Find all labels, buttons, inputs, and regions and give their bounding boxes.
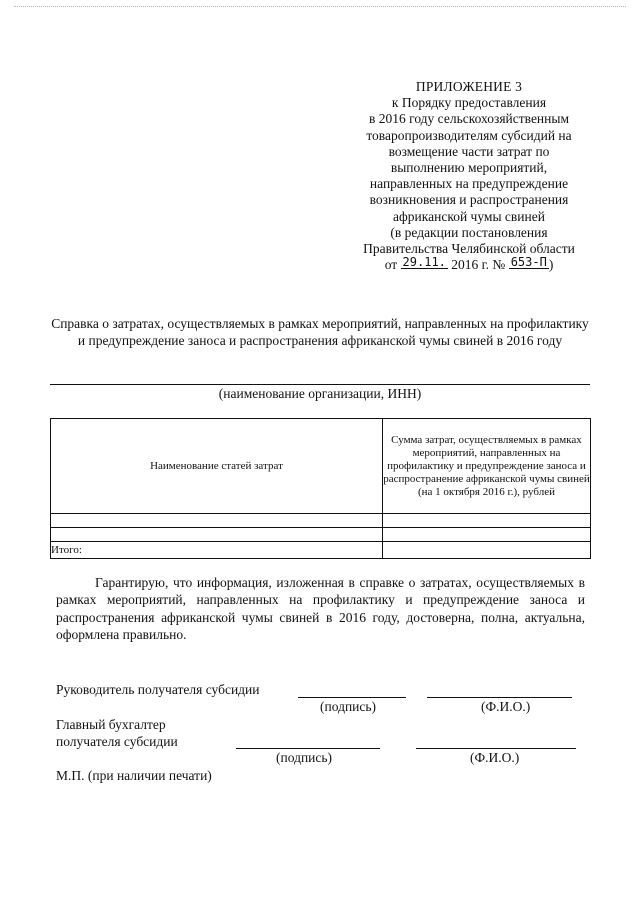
appendix-line: возмещение части затрат по xyxy=(388,143,550,159)
appendix-line: направленных на предупреждение xyxy=(369,176,569,192)
appendix-line: африканской чумы свиней xyxy=(393,208,545,224)
table-header-row xyxy=(51,419,591,514)
table-cell xyxy=(51,514,383,528)
appendix-block xyxy=(338,79,600,273)
year-number-label: 2016 г. № xyxy=(451,257,506,273)
appendix-line: (в редакции постановления xyxy=(390,224,548,240)
appendix-line: в 2016 году сельскохозяйственным xyxy=(369,111,569,127)
appendix-line: товаропроизводителям субсидий на xyxy=(366,127,572,143)
closing-paren: ) xyxy=(548,257,554,273)
scan-artifact-line xyxy=(14,6,626,7)
accountant-signature-caption: (подпись) xyxy=(276,750,333,765)
head-signature-caption: (подпись) xyxy=(320,699,377,714)
header-cost-items: Наименование статей затрат xyxy=(51,419,383,514)
guarantee-text: Гарантирую, что информация, изложенная в справке о затратах, осуществляемых в рамках мероприятий, направленных на профилактику и предупреждение заноса и распространения африканской чумы свиней в 2016 году, достоверна, полна, актуальна, оформлена правильно. xyxy=(56,575,585,643)
total-value-cell xyxy=(382,542,590,559)
total-row xyxy=(51,542,591,559)
appendix-title: ПРИЛОЖЕНИЕ 3 xyxy=(415,79,523,94)
table-row xyxy=(51,528,591,542)
head-signature-label: Руководитель получателя субсидии xyxy=(56,682,260,697)
accountant-label-line2: получателя субсидии xyxy=(56,734,178,749)
total-label: Итого: xyxy=(51,542,383,559)
table-cell xyxy=(382,528,590,542)
appendix-date-line xyxy=(338,257,600,273)
accountant-label-line1: Главный бухгалтер xyxy=(56,717,166,732)
date-prefix: от xyxy=(384,257,398,273)
guarantee-paragraph xyxy=(56,574,585,644)
stamp-label: М.П. (при наличии печати) xyxy=(56,768,212,783)
document-title: Справка о затратах, осуществляемых в рамках мероприятий, направленных на профилактику и предупреждение заноса и распространения африканской чумы свиней в 2016 году xyxy=(51,316,589,348)
appendix-line: выполнению мероприятий, xyxy=(390,160,548,176)
header-cost-sum: Сумма затрат, осуществляемых в рамках мероприятий, направленных на профилактику и предупреждение заноса и распространение африканской чумы свиней (на 1 октября 2016 г.), рублей xyxy=(382,419,590,514)
appendix-line: Правительства Челябинской области xyxy=(363,241,575,257)
table-cell xyxy=(382,514,590,528)
handwritten-number: 653-П xyxy=(510,255,547,270)
organization-caption: (наименование организации, ИНН) xyxy=(218,386,422,401)
appendix-line: к Порядку предоставления xyxy=(391,95,547,111)
costs-table xyxy=(50,418,591,559)
accountant-name-caption: (Ф.И.О.) xyxy=(470,750,520,765)
table-cell xyxy=(51,528,383,542)
appendix-line: возникновения и распространения xyxy=(369,192,569,208)
head-name-caption: (Ф.И.О.) xyxy=(481,699,531,714)
table-row xyxy=(51,514,591,528)
handwritten-date: 29.11. xyxy=(402,255,446,270)
